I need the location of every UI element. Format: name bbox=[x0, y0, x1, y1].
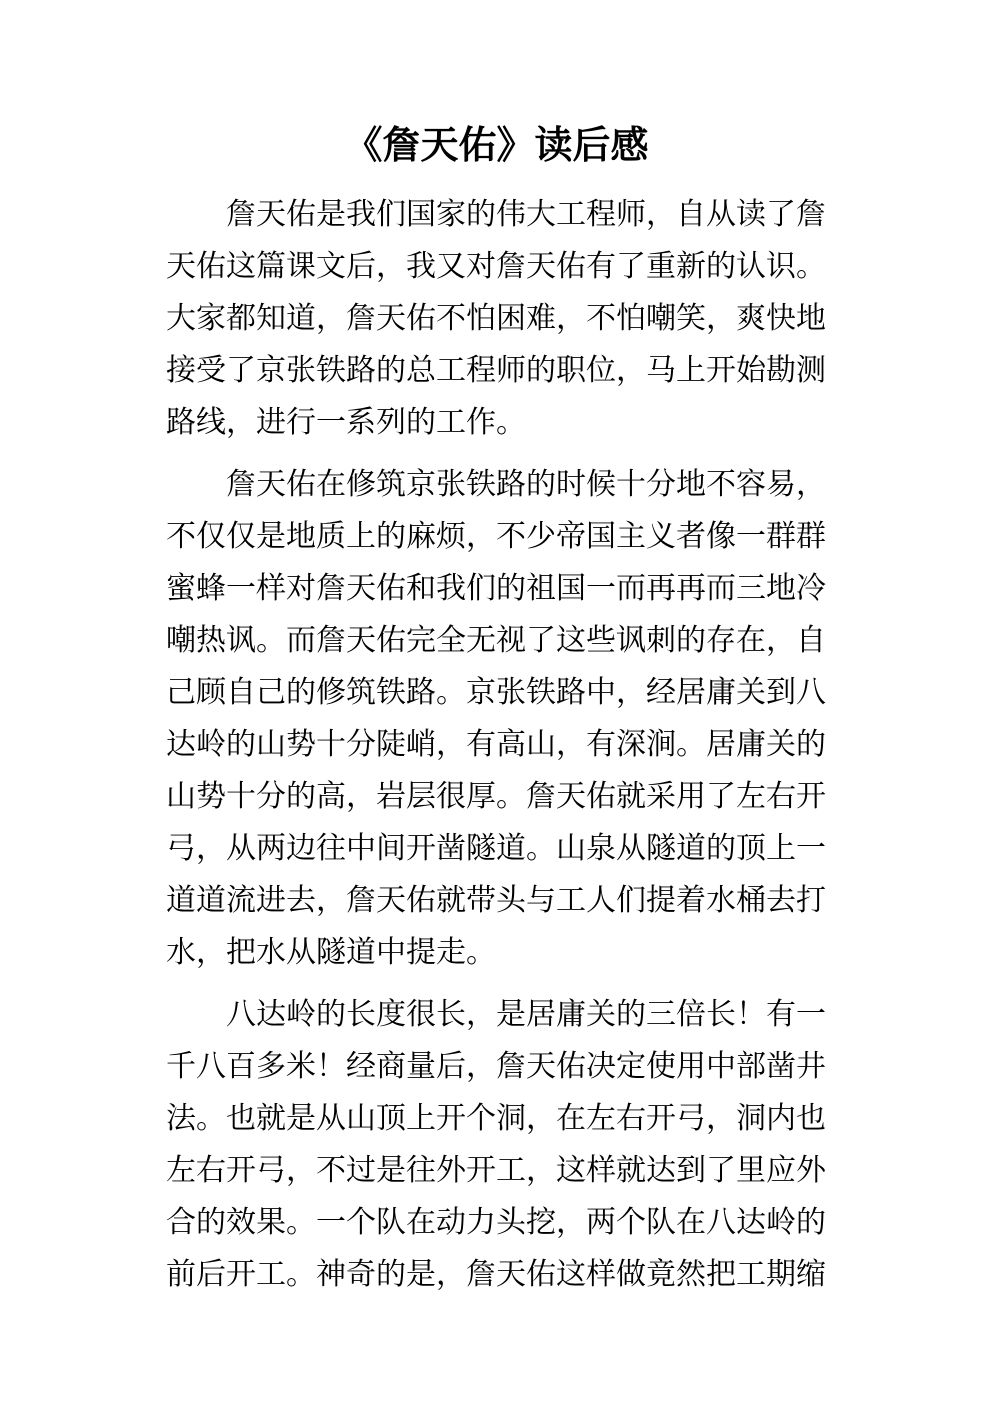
text-line: 山势十分的高，岩层很厚。詹天佑就采用了左右开 bbox=[166, 779, 826, 814]
text-line: 嘲热讽。而詹天佑完全无视了这些讽刺的存在，自 bbox=[166, 623, 826, 658]
text-line: 八达岭的长度很长，是居庸关的三倍长！有一 bbox=[166, 997, 826, 1032]
text-line: 己顾自己的修筑铁路。京张铁路中，经居庸关到八 bbox=[166, 675, 826, 710]
text-line: 路线，进行一系列的工作。 bbox=[166, 405, 526, 440]
text-line: 达岭的山势十分陡峭，有高山，有深涧。居庸关的 bbox=[166, 727, 826, 762]
text-line: 法。也就是从山顶上开个洞，在左右开弓，洞内也 bbox=[166, 1101, 826, 1136]
text-line: 千八百多米！经商量后，詹天佑决定使用中部凿井 bbox=[166, 1049, 826, 1084]
text-line: 前后开工。神奇的是，詹天佑这样做竟然把工期缩 bbox=[166, 1257, 826, 1292]
document-title: 《詹天佑》读后感 bbox=[344, 123, 649, 167]
text-line: 左右开弓，不过是往外开工，这样就达到了里应外 bbox=[166, 1153, 826, 1188]
text-line: 道道流进去，詹天佑就带头与工人们提着水桶去打 bbox=[166, 883, 826, 918]
text-line: 詹天佑是我们国家的伟大工程师，自从读了詹 bbox=[166, 197, 826, 232]
text-line: 水，把水从隧道中提走。 bbox=[166, 935, 496, 970]
text-line: 詹天佑在修筑京张铁路的时候十分地不容易， bbox=[166, 467, 826, 502]
text-line: 接受了京张铁路的总工程师的职位，马上开始勘测 bbox=[166, 353, 826, 388]
text-line: 不仅仅是地质上的麻烦，不少帝国主义者像一群群 bbox=[166, 519, 826, 554]
text-line: 合的效果。一个队在动力头挖，两个队在八达岭的 bbox=[166, 1205, 826, 1240]
paragraph-gap bbox=[166, 978, 828, 988]
text-line: 大家都知道，詹天佑不怕困难，不怕嘲笑，爽快地 bbox=[166, 301, 826, 336]
paragraph-gap bbox=[166, 448, 828, 458]
text-line: 天佑这篇课文后，我又对詹天佑有了重新的认识。 bbox=[166, 249, 826, 284]
paragraph-3 bbox=[166, 988, 828, 1300]
paragraph-2 bbox=[166, 458, 828, 978]
text-line: 弓，从两边往中间开凿隧道。山泉从隧道的顶上一 bbox=[166, 831, 826, 866]
text-line: 蜜蜂一样对詹天佑和我们的祖国一而再再而三地冷 bbox=[166, 571, 826, 606]
paragraph-1 bbox=[166, 188, 828, 448]
document-body bbox=[166, 188, 828, 1300]
